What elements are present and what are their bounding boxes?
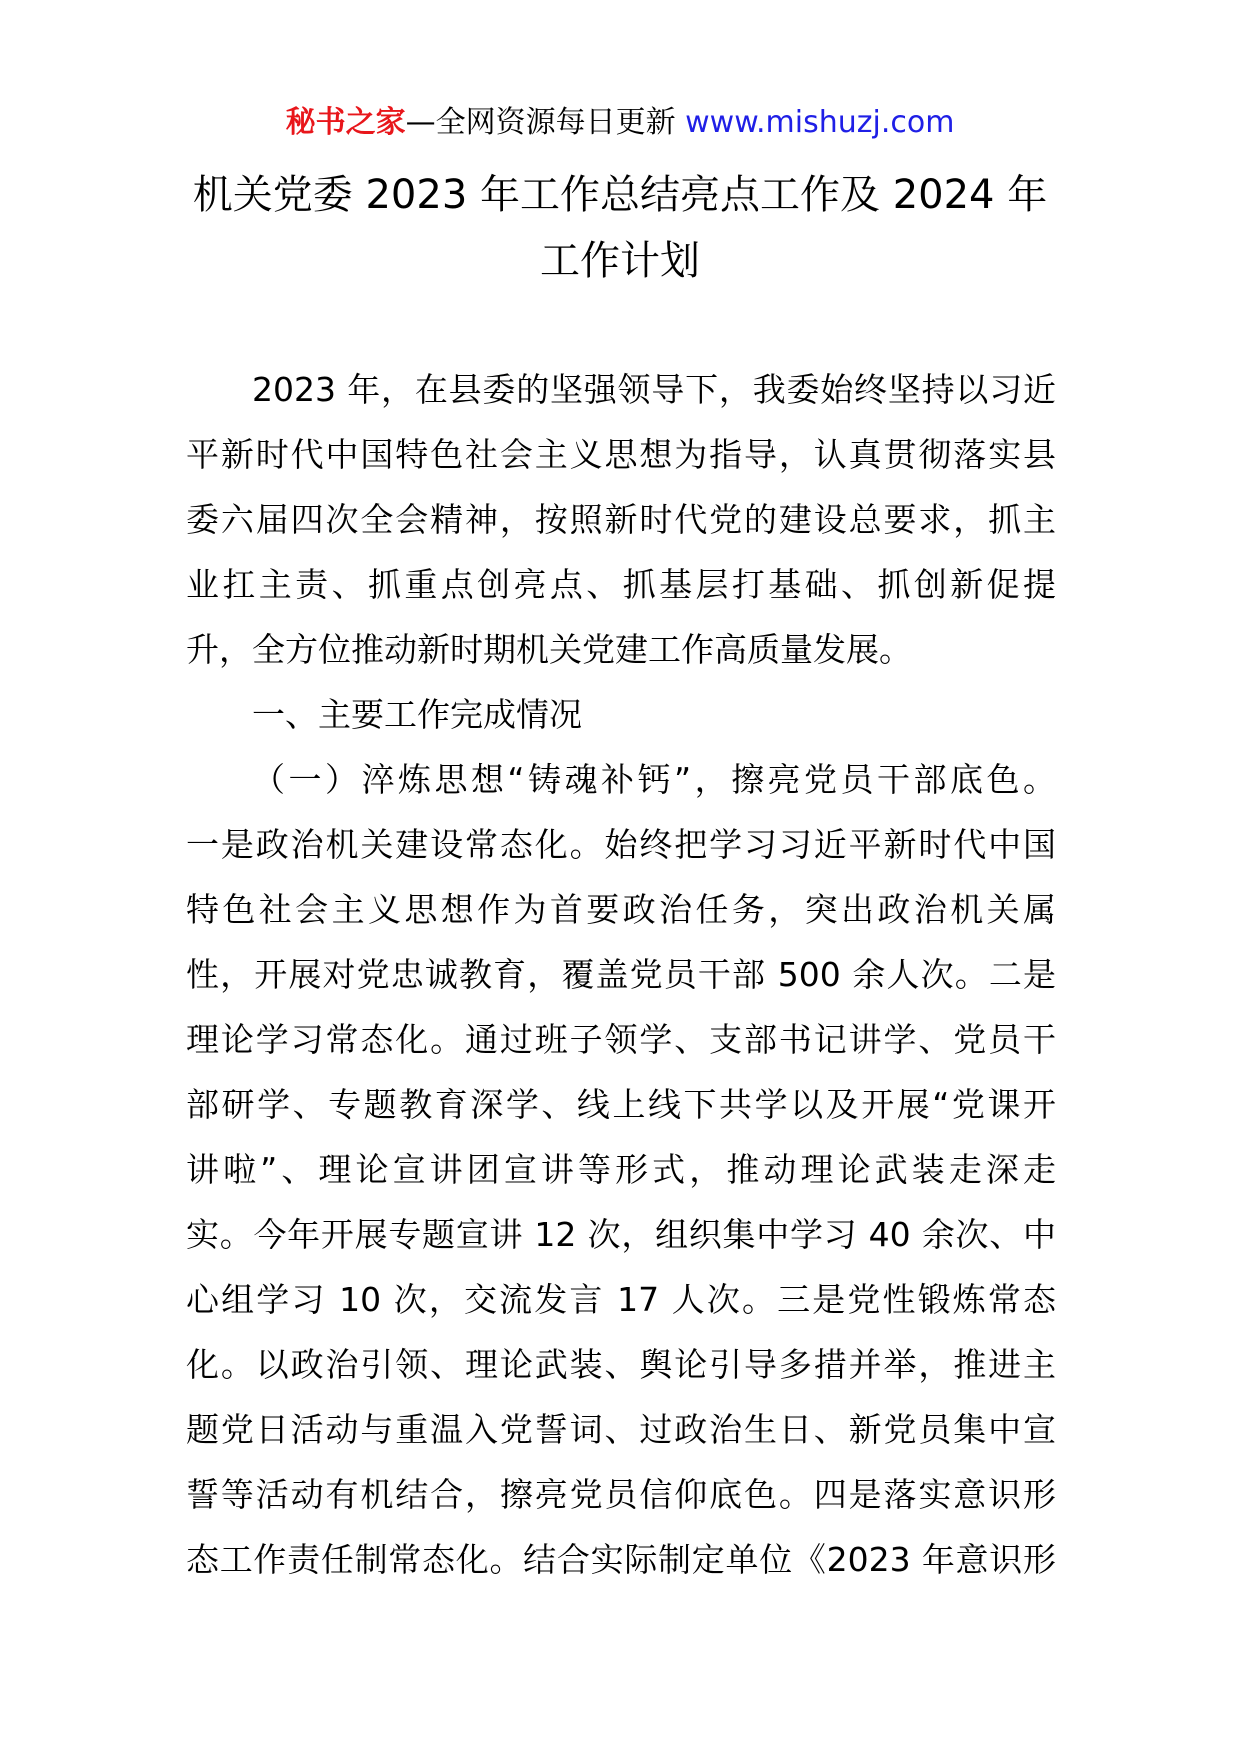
document-title [150,162,1090,294]
body-line: 讲啦”、理论宣讲团宣讲等形式，推动理论武装走深走 [186,1150,1056,1189]
body-line: 委六届四次全会精神，按照新时代党的建设总要求，抓主 [186,500,1056,539]
site-brand-name: 秘书之家 [285,105,406,140]
body-line: 一是政治机关建设常态化。始终把学习习近平新时代中国 [186,825,1056,864]
section-heading: 一、主要工作完成情况 [252,695,582,734]
site-tagline: —全网资源每日更新 [405,105,686,140]
body-line: 态工作责任制常态化。结合实际制定单位《2023 年意识形 [186,1540,1056,1579]
document-title-line-2: 工作计划 [540,238,700,284]
site-header-banner [0,100,1240,146]
body-line: 实。今年开展专题宣讲 12 次，组织集中学习 40 余次、中 [186,1215,1056,1254]
document-title-line-1: 机关党委 2023 年工作总结亮点工作及 2024 年 [192,172,1048,218]
body-line: 业扛主责、抓重点创亮点、抓基层打基础、抓创新促提 [186,565,1056,604]
document-body [186,357,1056,1592]
body-line: 部研学、专题教育深学、线上线下共学以及开展“党课开 [186,1085,1056,1124]
body-line: 平新时代中国特色社会主义思想为指导，认真贯彻落实县 [186,435,1056,474]
body-line: 心组学习 10 次，交流发言 17 人次。三是党性锻炼常态 [186,1280,1056,1319]
body-line: 性，开展对党忠诚教育，覆盖党员干部 500 余人次。二是 [186,955,1056,994]
body-line: 升，全方位推动新时期机关党建工作高质量发展。 [186,630,912,669]
body-line: 特色社会主义思想作为首要政治任务，突出政治机关属 [186,890,1056,929]
subsection-heading: （一）淬炼思想“铸魂补钙”，擦亮党员干部底色。 [252,760,1056,799]
body-line: 化。以政治引领、理论武装、舆论引导多措并举，推进主 [186,1345,1056,1384]
body-line: 誓等活动有机结合，擦亮党员信仰底色。四是落实意识形 [186,1475,1056,1514]
site-url-link[interactable]: www.mishuzj.com [685,105,955,140]
body-line: 2023 年，在县委的坚强领导下，我委始终坚持以习近 [252,370,1056,409]
body-line: 理论学习常态化。通过班子领学、支部书记讲学、党员干 [186,1020,1056,1059]
body-line: 题党日活动与重温入党誓词、过政治生日、新党员集中宣 [186,1410,1056,1449]
